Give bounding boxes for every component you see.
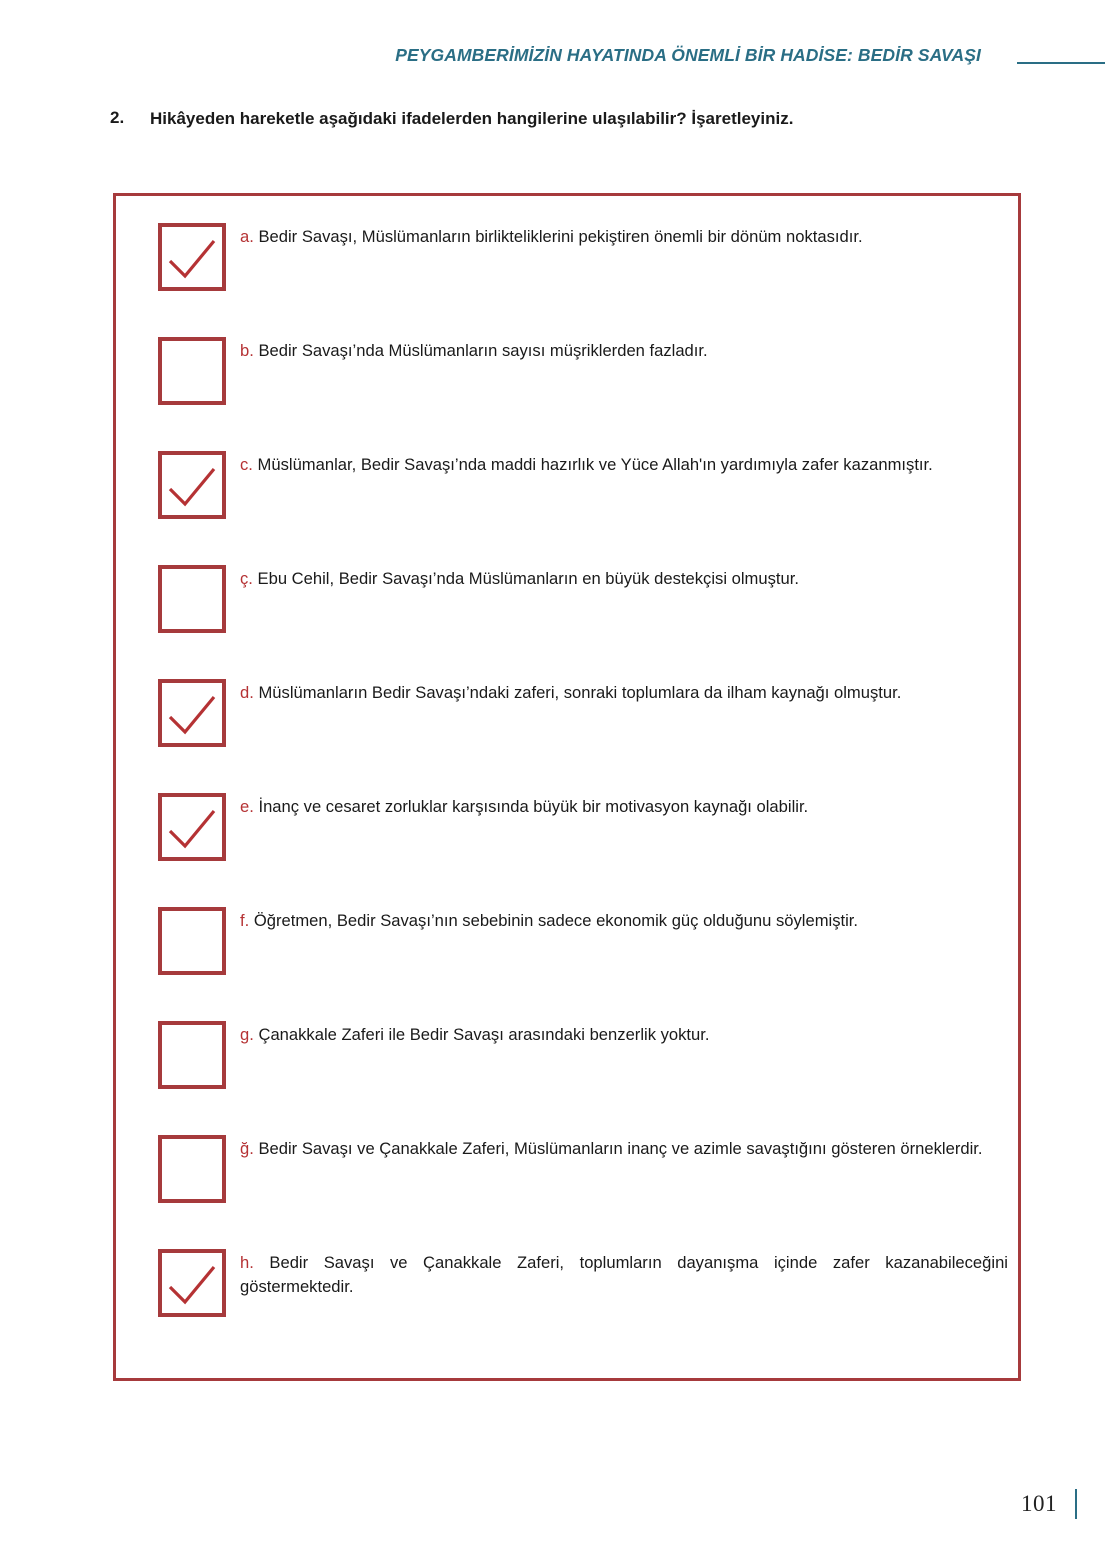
- checkbox-g-breve[interactable]: [158, 1135, 226, 1203]
- option-row: [158, 565, 1008, 679]
- check-icon: [165, 806, 219, 850]
- option-text: [240, 1249, 1008, 1298]
- option-statement: Bedir Savaşı ve Çanakkale Zaferi, Müslümanların inanç ve azimle savaştığını gösteren örneklerdir.: [258, 1139, 983, 1158]
- checkbox-f[interactable]: [158, 907, 226, 975]
- check-icon: [165, 692, 219, 736]
- question-number: 2.: [110, 108, 125, 127]
- option-row: [158, 1021, 1008, 1135]
- option-text: [240, 337, 708, 363]
- option-statement: Çanakkale Zaferi ile Bedir Savaşı arasındaki benzerlik yoktur.: [258, 1025, 710, 1044]
- checkbox-g[interactable]: [158, 1021, 226, 1089]
- option-statement: Bedir Savaşı, Müslümanların birlikteliklerini pekiştiren önemli bir dönüm noktasıdır.: [258, 227, 863, 246]
- option-row: [158, 793, 1008, 907]
- checkbox-e[interactable]: [158, 793, 226, 861]
- option-letter: ç.: [240, 569, 253, 588]
- question-text: Hikâyeden hareketle aşağıdaki ifadelerden hangilerine ulaşılabilir? İşaretleyiniz.: [150, 109, 794, 128]
- option-text: [240, 223, 863, 249]
- option-letter: b.: [240, 341, 254, 360]
- checkbox-c-cedilla[interactable]: [158, 565, 226, 633]
- checkbox-c[interactable]: [158, 451, 226, 519]
- option-text: [240, 793, 808, 819]
- option-row: [158, 907, 1008, 1021]
- option-row: [158, 451, 1008, 565]
- option-text: [240, 907, 858, 933]
- footer-rule: [1075, 1489, 1077, 1519]
- option-letter: f.: [240, 911, 250, 930]
- option-statement: Ebu Cehil, Bedir Savaşı’nda Müslümanların en büyük destekçisi olmuştur.: [257, 569, 799, 588]
- check-icon: [165, 1262, 219, 1306]
- checkbox-d[interactable]: [158, 679, 226, 747]
- checkbox-h[interactable]: [158, 1249, 226, 1317]
- options-container: [113, 193, 1021, 1381]
- option-statement: Müslümanlar, Bedir Savaşı’nda maddi hazırlık ve Yüce Allah'ın yardımıyla zafer kazanmıştır.: [257, 455, 933, 474]
- option-letter: g.: [240, 1025, 254, 1044]
- option-statement: İnanç ve cesaret zorluklar karşısında büyük bir motivasyon kaynağı olabilir.: [258, 797, 809, 816]
- option-statement: Bedir Savaşı’nda Müslümanların sayısı müşriklerden fazladır.: [258, 341, 708, 360]
- option-text: [240, 1021, 709, 1047]
- question-block: [110, 108, 1025, 130]
- option-text: [240, 451, 933, 477]
- option-letter: c.: [240, 455, 253, 474]
- check-icon: [165, 236, 219, 280]
- option-text: [240, 1135, 982, 1161]
- option-letter: h.: [240, 1253, 254, 1272]
- check-icon: [165, 464, 219, 508]
- checkbox-a[interactable]: [158, 223, 226, 291]
- option-letter: d.: [240, 683, 254, 702]
- option-letter: e.: [240, 797, 254, 816]
- option-row: [158, 1135, 1008, 1249]
- checkbox-b[interactable]: [158, 337, 226, 405]
- option-row: [158, 679, 1008, 793]
- header-rule: [1017, 62, 1105, 64]
- option-text: [240, 679, 901, 705]
- option-statement: Müslümanların Bedir Savaşı’ndaki zaferi, sonraki toplumlara da ilham kaynağı olmuştur.: [258, 683, 902, 702]
- option-letter: ğ.: [240, 1139, 254, 1158]
- option-statement: Öğretmen, Bedir Savaşı’nın sebebinin sadece ekonomik güç olduğunu söylemiştir.: [253, 911, 859, 930]
- option-text: [240, 565, 799, 591]
- option-row: [158, 223, 1008, 337]
- page-number: 101: [1021, 1491, 1057, 1516]
- page-footer: [1021, 1489, 1077, 1519]
- options-list: [158, 223, 1008, 1363]
- option-statement: Bedir Savaşı ve Çanakkale Zaferi, toplumların dayanışma içinde zafer kazanabileceğini göstermektedir.: [240, 1253, 1008, 1296]
- option-row: [158, 1249, 1008, 1363]
- header-title: PEYGAMBERİMİZİN HAYATINDA ÖNEMLİ BİR HADİSE: BEDİR SAVAŞI: [395, 44, 981, 65]
- option-row: [158, 337, 1008, 451]
- page-header: [0, 38, 1105, 72]
- option-letter: a.: [240, 227, 254, 246]
